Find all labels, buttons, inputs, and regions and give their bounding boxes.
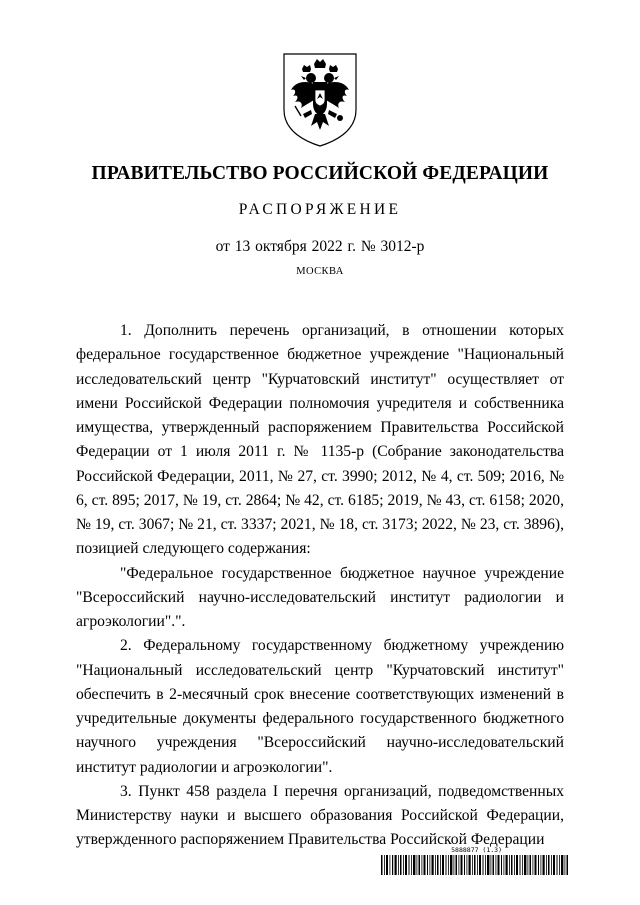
barcode-code: 5888877 (1.3) (451, 846, 502, 854)
paragraph-3: 3. Пункт 458 раздела I перечня организаций, подведомственных Министерству науки и высшего образования Российской Федерации, утвержденного распоряжением Правительства Российской Федерации (76, 782, 564, 849)
organization-title: ПРАВИТЕЛЬСТВО РОССИЙСКОЙ ФЕДЕРАЦИИ (91, 163, 549, 184)
barcode-block (381, 846, 568, 876)
document-type: РАСПОРЯЖЕНИЕ (238, 201, 402, 218)
coat-of-arms-icon (281, 52, 359, 148)
city-name: МОСКВА (296, 266, 344, 277)
document-date-number: от 13 октября 2022 г. № 3012-р (215, 238, 425, 255)
document-body (76, 319, 564, 853)
paragraph-1: 1. Дополнить перечень организаций, в отношении которых федеральное государственное бюджетное учреждение "Национальный исследовательский центр "Курчатовский институт" осуществляет от имени Российской Федерации полномочия учредителя и собственника имущества, утвержденный распоряжением Правительства Российской Федерации от 1 июля 2011 г. № 1135-р (Собрание законодательства Российской Федерации, 2011, № 27, ст. 3990; 2012, № 4, ст. 509; 2016, № 6, ст. 895; 2017, № 19, ст. 2864; № 42, ст. 6185; 2019, № 43, ст. 6158; 2020, № 19, ст. 3067; № 21, ст. 3337; 2021, № 18, ст. 3173; 2022, № 23, ст. 3896), позицией следующего содержания: (76, 322, 564, 558)
paragraph-quote: "Федеральное государственное бюджетное научное учреждение "Всероссийский научно-исследовательский институт радиологии и агроэкологии".". (76, 564, 564, 630)
barcode-icon (381, 855, 568, 875)
paragraph-2: 2. Федеральному государственному бюджетному учреждению "Национальный исследовательский центр "Курчатовский институт" обеспечить в 2-месячный срок внесение соответствующих изменений в учредительные документы федерального государственного бюджетного научного учреждения "Всероссийский научно-исследовательский институт радиологии и агроэкологии". (76, 637, 564, 776)
